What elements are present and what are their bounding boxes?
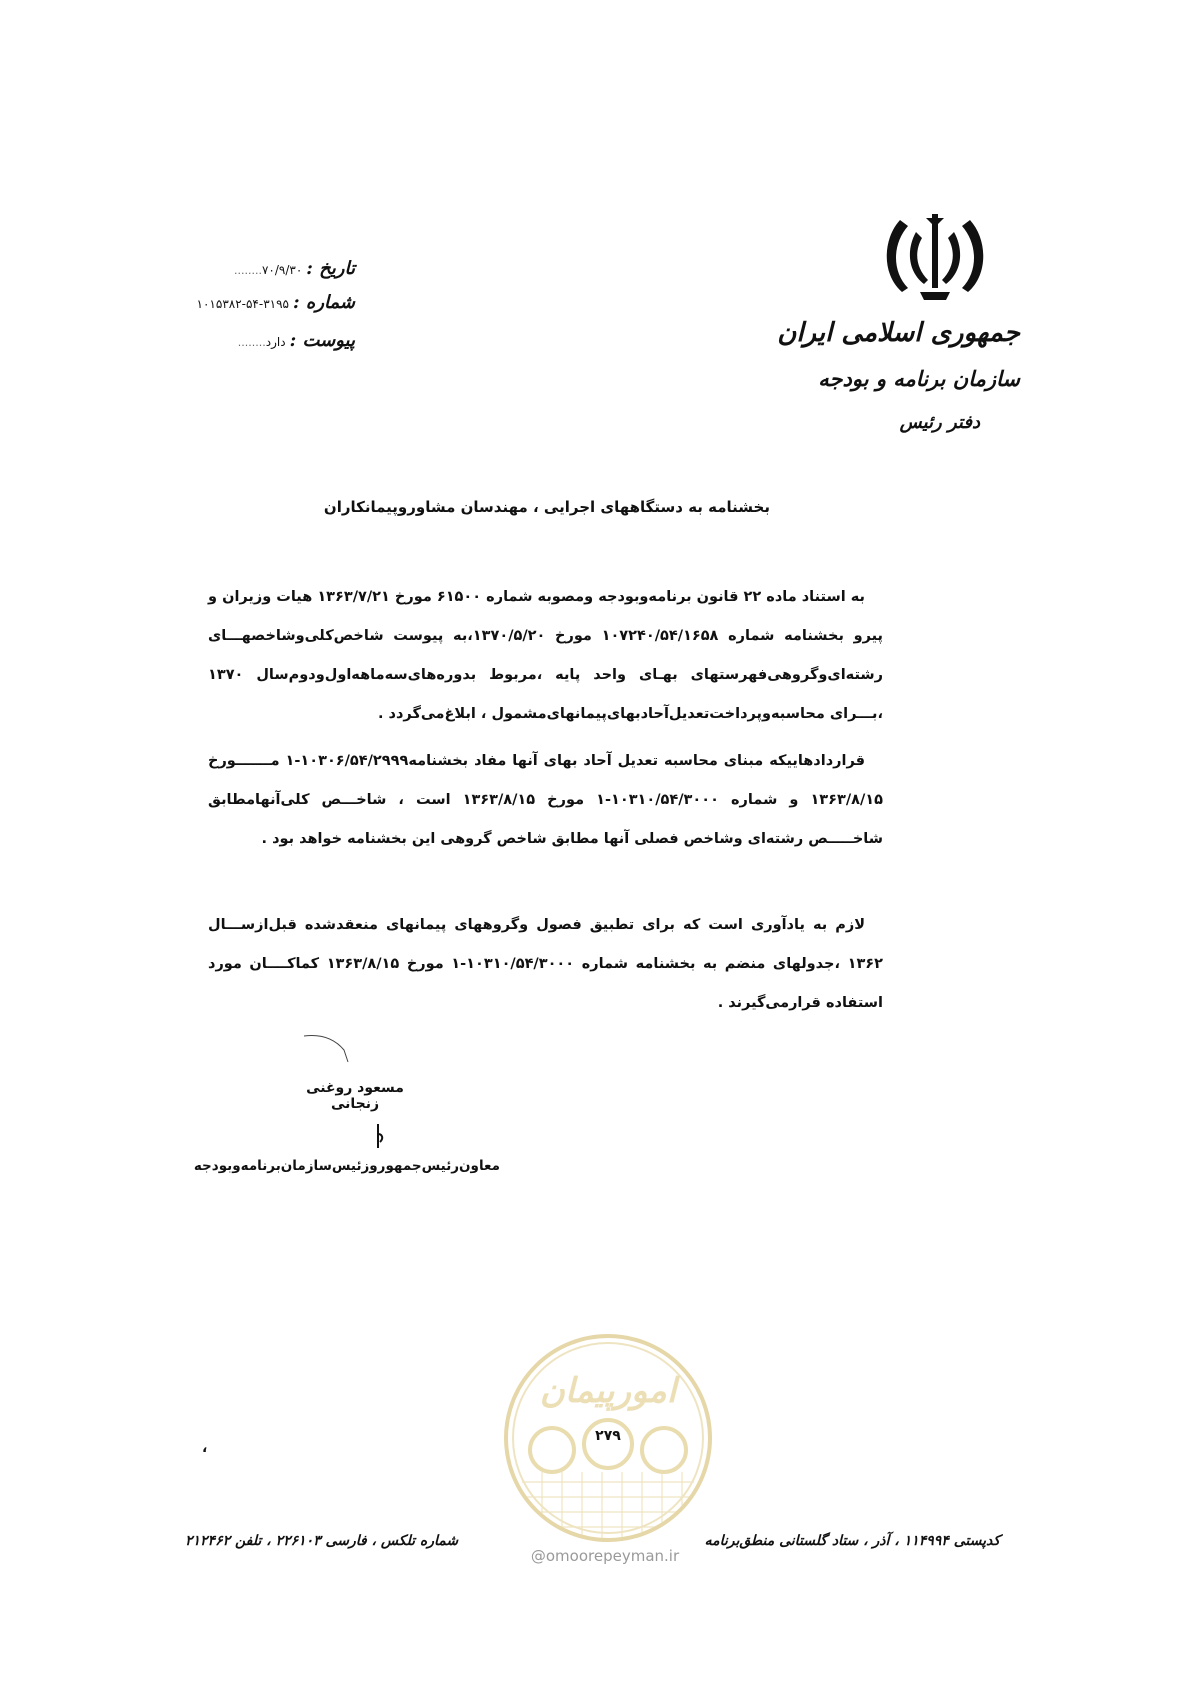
footer-address: کدپستی ۱۱۴۹۹۴ ، آذر ، ستاد گلستانی منطق‌برنامه — [704, 1533, 1000, 1549]
signature-initial-icon — [372, 1122, 386, 1152]
meta-number-value: ۱۰۱۵۳۸۲-۵۴-۳۱۹۵ — [196, 297, 289, 311]
signature-stroke-icon — [300, 1030, 360, 1070]
body-paragraph-3-text: لازم به یادآوری است که برای تطبیق فصول وگروههای پیمانهای منعقدشده قبل‌ازســـال ۱۳۶۲ ،جدولهای منضم به بخشنامه شماره ۱۰۳۱۰/۵۴/۳۰۰۰-۱ مورخ ۱۳۶۳/۸/۱۵ کماکــــان مورد استفاده قرارمی‌گیرند . — [208, 917, 884, 1011]
meta-attachment-label: پیوست : — [289, 330, 355, 351]
stamp-number: ۲۷۹ — [595, 1428, 621, 1444]
signer-title: معاون‌رئیس‌جمهوروزئیس‌سازمان‌برنامه‌وبودجه — [193, 1158, 500, 1174]
watermark-stamp-icon — [502, 1332, 714, 1544]
iran-emblem-icon — [880, 210, 990, 305]
footer-telex: شماره تلکس ، فارسی ۲۲۶۱۰۳ ، تلفن ۲۱۲۴۶۲ — [185, 1533, 459, 1549]
body-paragraph-2-text: قراردادهاییکه مبنای محاسبه تعدیل آحاد بهای آنها مفاد بخشنامه۱۰۳۰۶/۵۴/۲۹۹۹-۱ مـــــــورخ ۱۳۶۳/۸/۱۵ و شماره ۱۰۳۱۰/۵۴/۳۰۰۰-۱ مورخ ۱۳۶۳/۸/۱۵ است ، شاخـــص کلی‌آنهامطابق شاخـــــص رشته‌ای وشاخص فصلی آنها مطابق شاخص گروهی این بخشنامه خواهد بود . — [208, 753, 883, 847]
footer-dot: ، — [202, 1440, 208, 1456]
meta-date-dots: ........ — [233, 264, 262, 277]
meta-date-value: ۷۰/۹/۳۰ — [261, 263, 303, 277]
letterhead-organization: سازمان برنامه و بودجه — [818, 366, 1020, 391]
letterhead-country: جمهوری اسلامی ایران — [777, 318, 1020, 348]
body-paragraph-1-text: به استناد ماده ۲۲ قانون برنامه‌وبودجه ومصوبه شماره ۶۱۵۰۰ مورخ ۱۳۶۳/۷/۲۱ هیات وزیران و پیرو بخشنامه شماره ۱۰۷۲۴۰/۵۴/۱۶۵۸ مورخ ۱۳۷۰/۵/۲۰،به پیوست شاخص‌کلی‌وشاخصهـــای رشته‌ای‌وگروهی‌فهرستهای بهـای واحد پایه ،مربوط بدوره‌های‌سه‌ماهه‌اول‌ودوم‌سال ۱۳۷۰ ،بـــرای محاسبه‌وپرداخت‌تعدیل‌آحادبهای‌پیمانهای‌مشمول ، ابلاغ‌می‌گردد . — [208, 589, 883, 722]
signer-name: مسعود روغنی زنجانی — [306, 1080, 404, 1112]
meta-date-row — [140, 258, 355, 279]
meta-number-row — [140, 292, 355, 313]
body-paragraph-3 — [208, 906, 883, 1023]
meta-attachment-row — [140, 330, 355, 351]
body-paragraph-2 — [208, 742, 883, 859]
body-paragraph-1 — [208, 578, 883, 734]
stamp-logo-text: امورپیمان — [539, 1371, 677, 1411]
meta-date-label: تاریخ : — [306, 258, 355, 279]
letterhead-office: دفتر رئیس — [899, 412, 980, 433]
meta-attachment-value: دارد — [265, 335, 286, 349]
meta-number-label: شماره : — [292, 292, 355, 313]
meta-attachment-dots: ........ — [237, 336, 266, 349]
recipient-line: بخشنامه به دستگاههای اجرایی ، مهندسان مشاوروپیمانکاران — [323, 498, 770, 516]
watermark-url: @omoorepeyman.ir — [530, 1547, 680, 1565]
